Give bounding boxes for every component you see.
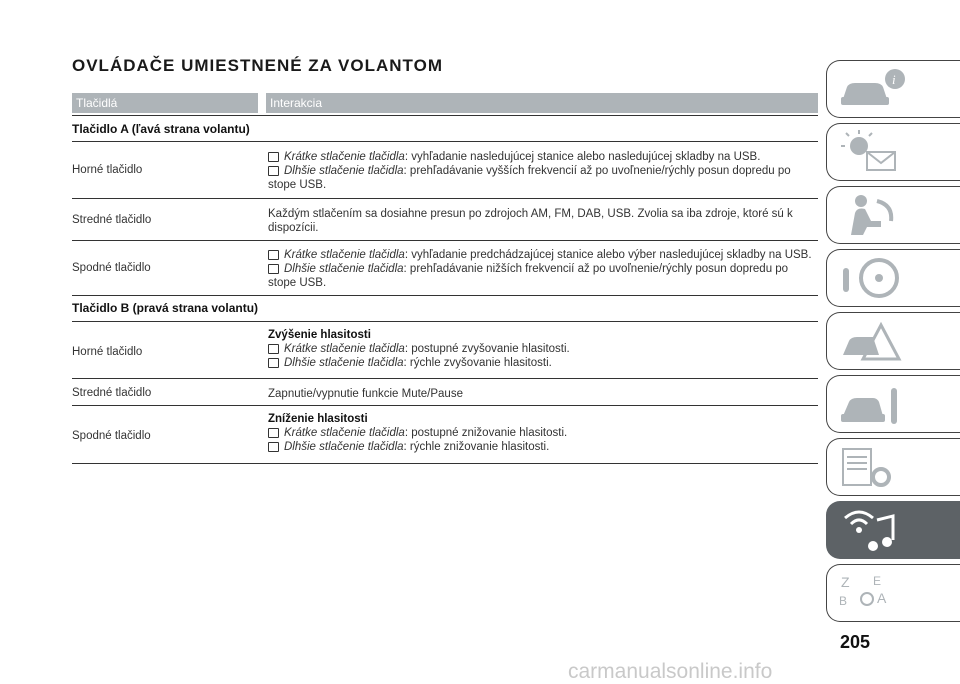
svg-text:i: i [892,72,896,87]
divider [72,378,818,379]
long-press-text-cont: stope USB. [268,179,327,191]
row-label: Horné tlačidlo [72,164,143,176]
short-press-label: Krátke stlačenie tlačidla [284,343,405,355]
index-icon [837,569,907,617]
technical-data-icon [837,443,907,491]
tab-multimedia[interactable] [826,501,960,559]
maintenance-icon [837,380,907,428]
divider [72,115,818,116]
button-press-icon [268,358,279,368]
row-subheading: Zníženie hlasitosti [268,413,368,425]
long-press-text-cont: stope USB. [268,277,327,289]
short-press-text: : postupné zvyšovanie hlasitosti. [404,343,570,355]
tab-emergency[interactable] [826,312,960,370]
divider [72,240,818,241]
short-press-text: : vyhľadanie nasledujúcej stanice alebo nasledujúcej skladby na USB. [404,151,761,163]
divider [72,295,818,296]
header-col-interaction [266,93,818,113]
row-label: Spodné tlačidlo [72,262,151,274]
row-text [268,412,820,454]
row-subheading: Zvýšenie hlasitosti [268,329,371,341]
driving-icon [837,254,907,302]
short-press-label: Krátke stlačenie tlačidla [284,427,405,439]
svg-text:B: B [839,594,848,608]
divider [72,405,818,406]
row-text [268,387,820,401]
tab-safety[interactable] [826,186,960,244]
long-press-label: Dlhšie stlačenie tlačidla [284,263,404,275]
long-press-label: Dlhšie stlačenie tlačidla [284,165,404,177]
table-header [72,93,818,113]
safety-icon [837,191,907,239]
row-text [268,207,820,235]
long-press-label: Dlhšie stlačenie tlačidla [284,441,404,453]
long-press-text: : prehľadávanie vyšších frekvencií až po uvoľnenie/rýchly posun dopredu po [403,165,791,177]
tab-index[interactable] [826,564,960,622]
row-text [268,248,820,290]
row-label: Stredné tlačidlo [72,387,152,399]
header-col-buttons [72,93,258,113]
tab-maintenance[interactable] [826,375,960,433]
page-number: 205 [840,632,871,652]
row-label: Horné tlačidlo [72,346,143,358]
header-col-buttons-label: Tlačidlá [76,96,118,110]
divider [72,463,818,464]
tab-car-info[interactable] [826,60,960,118]
button-press-icon [268,442,279,452]
long-press-text: : prehľadávanie nižších frekvencií až po uvoľnenie/rýchly posun dopredu po [403,263,789,275]
divider [72,321,818,322]
row-text-line: Každým stlačením sa dosiahne presun po zdrojoch AM, FM, DAB, USB. Zvolia sa iba zdroje, ktoré sú k [268,208,793,220]
button-press-icon [268,344,279,354]
section-heading-a: Tlačidlo A (ľavá strana volantu) [72,122,250,136]
row-label: Stredné tlačidlo [72,214,152,226]
header-col-interaction-label: Interakcia [270,96,323,110]
tab-driving[interactable] [826,249,960,307]
long-press-label: Dlhšie stlačenie tlačidla [284,357,404,369]
long-press-text: : rýchle zvyšovanie hlasitosti. [403,357,552,369]
button-press-icon [268,152,279,162]
short-press-text: : vyhľadanie predchádzajúcej stanice alebo výber nasledujúcej skladby na USB. [404,249,812,261]
svg-text:Z: Z [841,574,850,590]
short-press-text: : postupné znižovanie hlasitosti. [404,427,568,439]
row-text-line: Zapnutie/vypnutie funkcie Mute/Pause [268,388,463,400]
row-text [268,328,820,370]
emergency-icon [837,317,907,365]
row-text [268,150,820,192]
row-text-line: dispozícii. [268,222,319,234]
short-press-label: Krátke stlačenie tlačidla [284,249,405,261]
button-press-icon [268,264,279,274]
multimedia-icon [837,506,907,554]
tab-technical-data[interactable] [826,438,960,496]
warning-lights-icon [837,128,907,176]
button-press-icon [268,166,279,176]
button-press-icon [268,250,279,260]
divider [72,198,818,199]
car-info-icon [837,65,907,113]
row-label: Spodné tlačidlo [72,430,151,442]
long-press-text: : rýchle znižovanie hlasitosti. [403,441,550,453]
page-title: OVLÁDAČE UMIESTNENÉ ZA VOLANTOM [72,56,444,75]
svg-text:A: A [877,590,887,606]
tab-warning-lights[interactable] [826,123,960,181]
watermark: carmanualsonline.info [568,660,773,683]
button-press-icon [268,428,279,438]
divider [72,141,818,142]
short-press-label: Krátke stlačenie tlačidla [284,151,405,163]
svg-text:E: E [873,574,882,588]
section-heading-b: Tlačidlo B (pravá strana volantu) [72,301,259,315]
